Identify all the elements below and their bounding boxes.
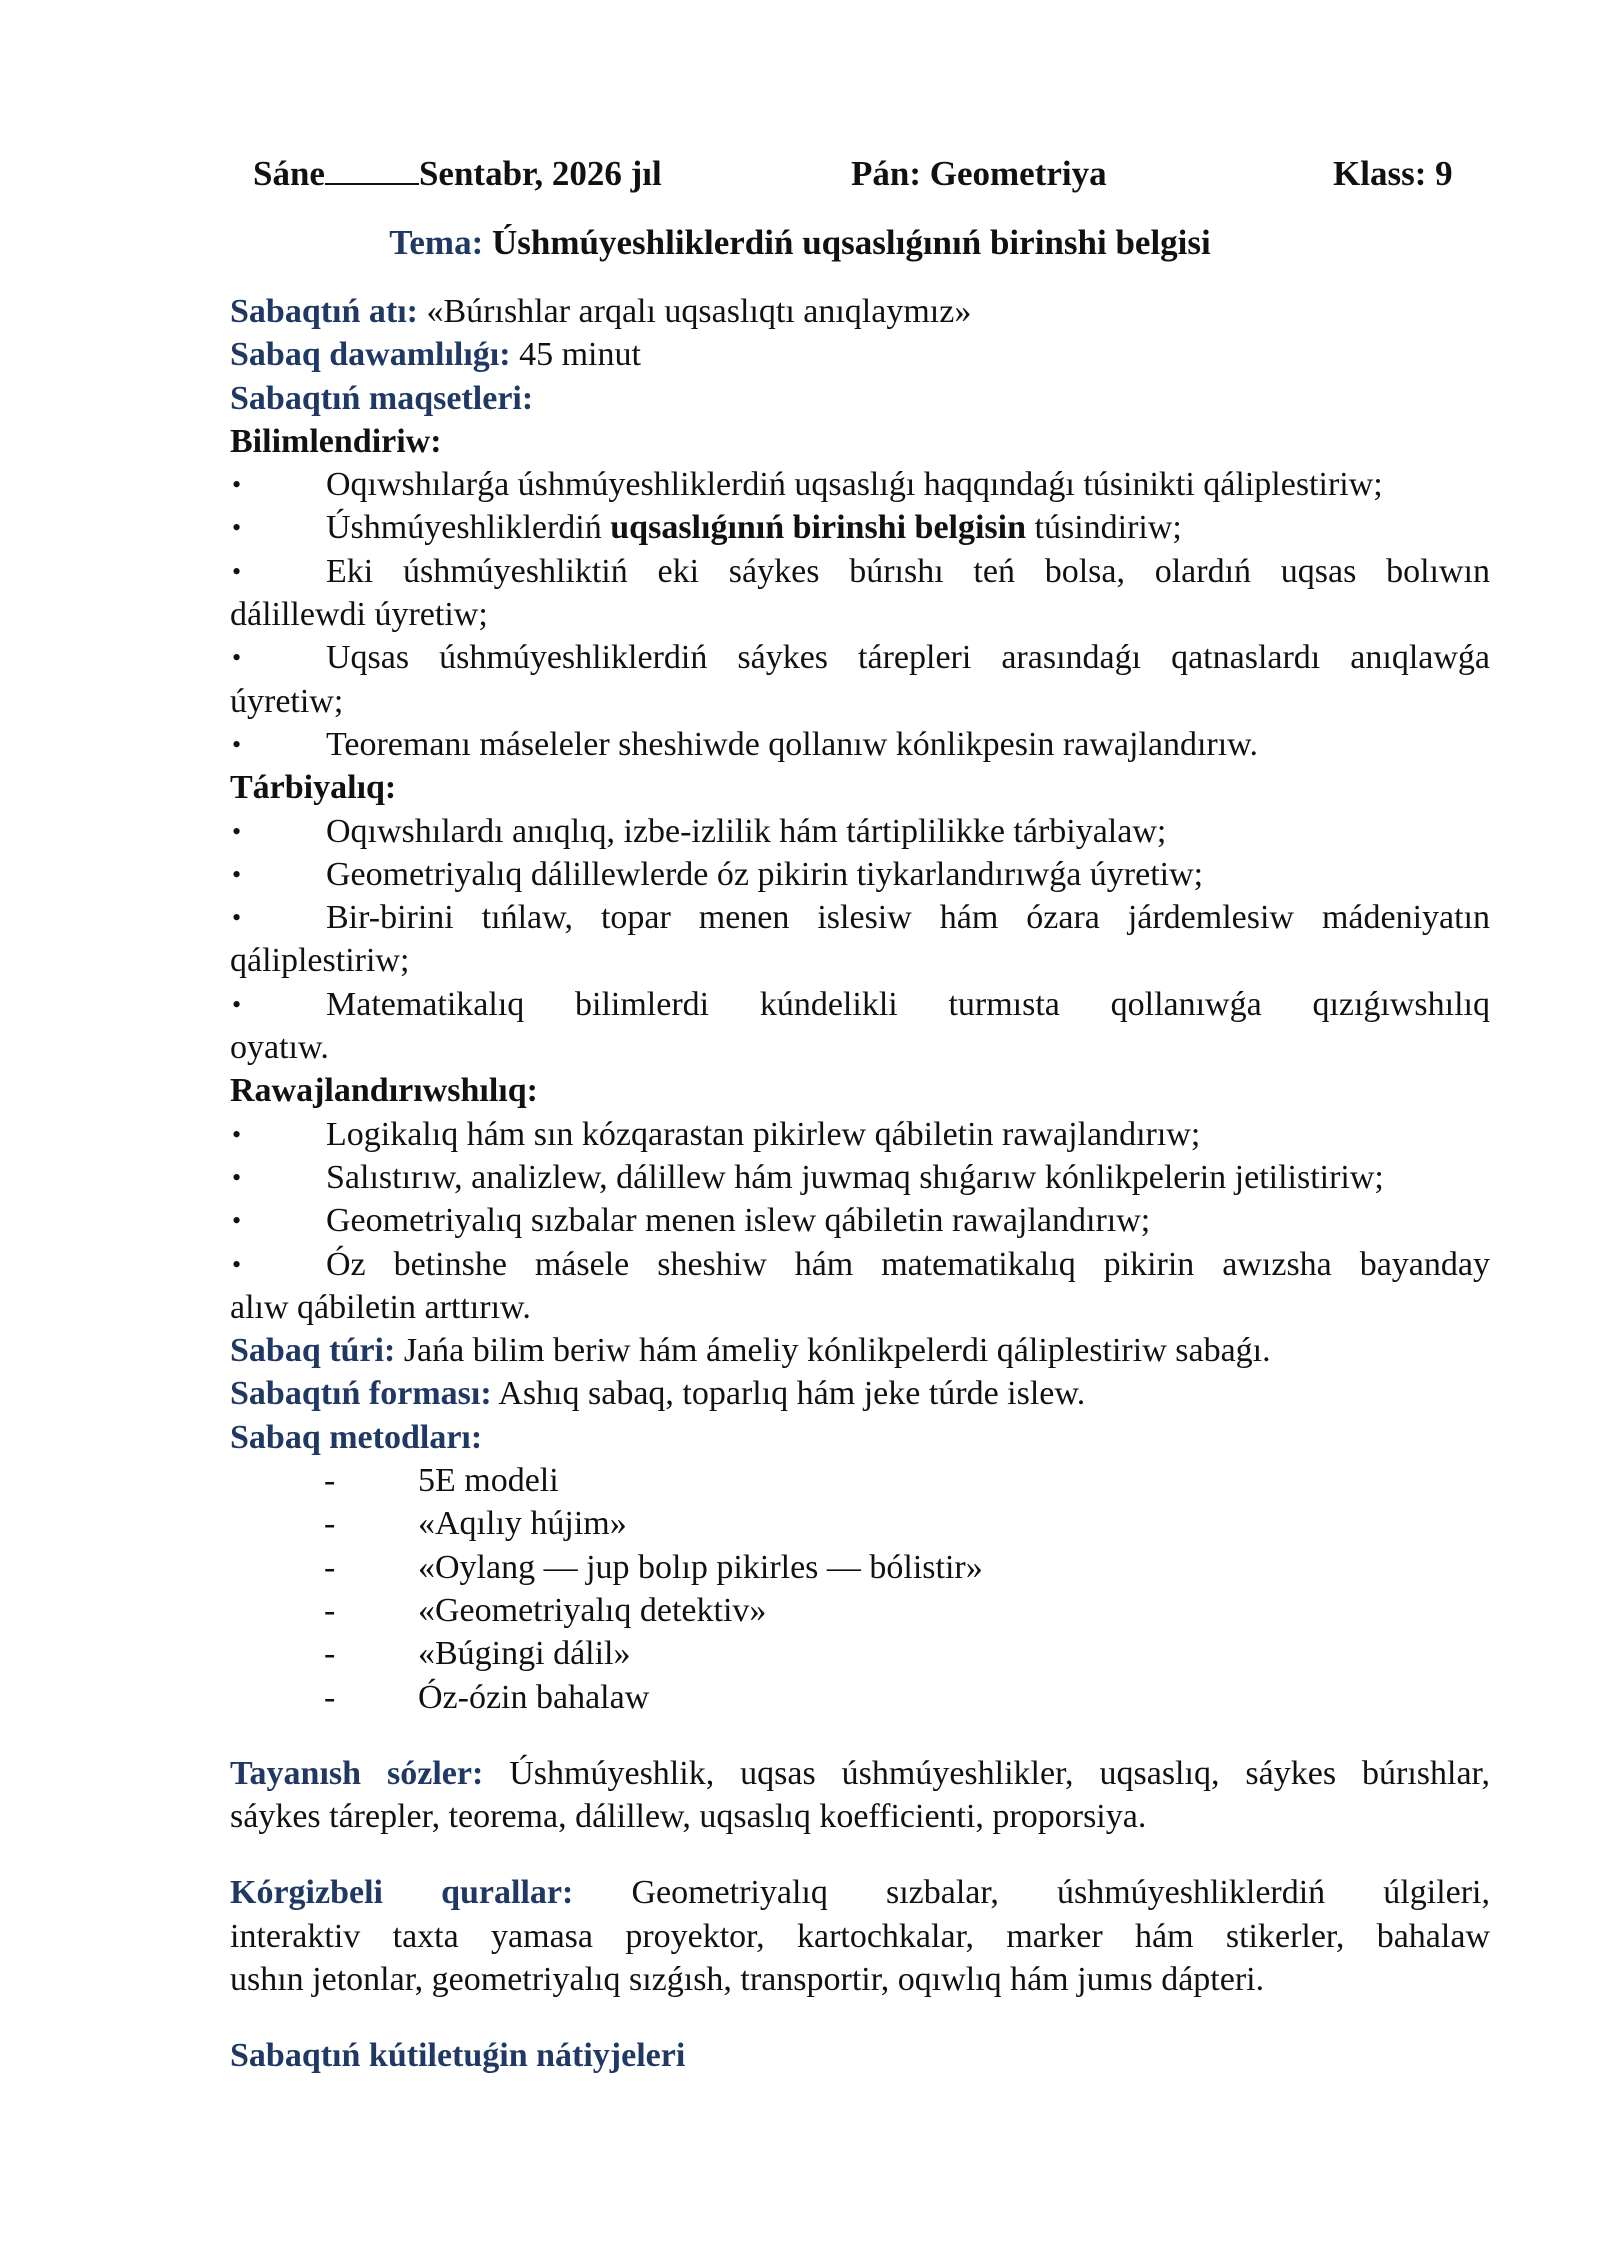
list-item: • Geometriyalıq dálillewlerde óz pikirin tiykarlandırıwǵa úyretiw; [230, 853, 1490, 896]
duration-value: 45 minut [519, 336, 641, 374]
lesson-name-value: «Búrıshlar arqalı uqsaslıqtı anıqlaymız» [426, 293, 972, 330]
date-label: Sáne [253, 154, 325, 193]
date-field [253, 152, 662, 196]
method-item: - «Aqılıy hújim» [324, 1505, 627, 1543]
expected-results-heading: Sabaqtıń kútiletuǵin nátiyjeleri [230, 2037, 686, 2075]
methods-heading: Sabaq metodları: [230, 1418, 483, 1456]
list-item: • Teoremanı máseleler sheshiwde qollanıw kónlikpesin rawajlandırıw. [230, 723, 1490, 766]
list-item: • Úshmúyeshliklerdiń uqsaslıǵınıń birinshi belgisin túsindiriw; [230, 506, 1490, 549]
theme-label: Tema: [389, 223, 484, 262]
lesson-form-label: Sabaqtıń forması: [230, 1375, 492, 1413]
method-item: - «Búgingi dálil» [324, 1635, 631, 1673]
educational-heading: Bilimlendiriw: [230, 422, 442, 460]
lesson-type-value: Jańa bilim beriw hám ámeliy kónlikpelerdi qáliplestiriw sabaǵı. [403, 1332, 1271, 1370]
emphasis-text: uqsaslıǵınıń birinshi belgisin [610, 509, 1027, 547]
date-blank-line [325, 153, 419, 185]
list-item: • Logikalıq hám sın kózqarastan pikirlew qábiletin rawajlandırıw; [230, 1113, 1490, 1156]
list-item: • Matematikalıq bilimlerdi kúndelikli turmısta qollanıwǵa qızıǵıwshılıq oyatıw. [230, 983, 1490, 1070]
lesson-type-row [230, 1329, 1490, 1372]
list-item: • Uqsas úshmúyeshliklerdiń sáykes tárepleri arasındaǵı qatnaslardı anıqlawǵa úyretiw; [230, 636, 1490, 723]
visual-aids-label: Kórgizbeli qurallar: [230, 1874, 574, 1912]
lesson-plan-body [230, 290, 1490, 2078]
lesson-type-label: Sabaq túri: [230, 1332, 396, 1370]
list-item: • Óz betinshe másele sheshiw hám matematikalıq pikirin awızsha bayanday alıw qábiletin arttırıw. [230, 1243, 1490, 1330]
list-item: • Eki úshmúyeshliktiń eki sáykes búrıshı teń bolsa, olardıń uqsas bolıwın dálillewdi úyretiw; [230, 550, 1490, 637]
method-item: - 5E modeli [324, 1462, 559, 1500]
lesson-name-label: Sabaqtıń atı: [230, 293, 418, 330]
lesson-form-value: Ashıq sabaq, toparlıq hám jeke túrde islew. [498, 1375, 1086, 1413]
upbringing-heading: Tárbiyalıq: [230, 769, 397, 807]
keywords-label: Tayanısh sózler: [230, 1754, 484, 1792]
duration-row [230, 333, 1490, 376]
list-item: • Bir-birini tıńlaw, topar menen islesiw hám ózara járdemlesiw mádeniyatın qáliplestiriw; [230, 896, 1490, 983]
list-item: • Oqıwshılardı anıqlıq, izbe-izlilik hám tártiplilikke tárbiyalaw; [230, 810, 1490, 853]
subject-field: Pán: Geometriya [851, 154, 1107, 193]
method-item: - «Oylang — jup bolıp pikirles — bólistir» [324, 1548, 983, 1586]
lesson-form-row [230, 1372, 1490, 1415]
visual-aids-paragraph: Kórgizbeli qurallar: Geometriyalıq sızbalar, úshmúyeshliklerdiń úlgileri, interaktiv taxta yamasa proyektor, kartochkalar, marker hám stikerler, bahalaw ushın jetonlar, geometriyalıq sızǵısh, transportir, oqıwlıq hám jumıs dápteri. [230, 1874, 1491, 1998]
method-item: - «Geometriyalıq detektiv» [324, 1591, 767, 1629]
duration-label: Sabaq dawamlılıǵı: [230, 336, 511, 374]
grade-field: Klass: 9 [1333, 154, 1453, 193]
keywords-paragraph: Tayanısh sózler: Úshmúyeshlik, uqsas úshmúyeshlikler, uqsaslıq, sáykes búrıshlar, sáykes tárepler, teorema, dálillew, uqsaslıq koefficienti, proporsiya. [230, 1754, 1491, 1836]
theme-title [0, 221, 1600, 265]
lesson-name-row [230, 290, 1490, 333]
list-item: • Geometriyalıq sızbalar menen islew qábiletin rawajlandırıw; [230, 1199, 1490, 1242]
list-item: • Salıstırıw, analizlew, dálillew hám juwmaq shıǵarıw kónlikpelerin jetilistiriw; [230, 1156, 1490, 1199]
theme-text: Úshmúyeshliklerdiń uqsaslıǵınıń birinshi belgisi [492, 223, 1211, 262]
goals-heading: Sabaqtıń maqsetleri: [230, 379, 534, 417]
list-item: • Oqıwshılarǵa úshmúyeshliklerdiń uqsaslıǵı haqqındaǵı túsinikti qáliplestiriw; [230, 463, 1490, 506]
developmental-heading: Rawajlandırıwshılıq: [230, 1072, 538, 1110]
date-value: Sentabr, 2026 jıl [418, 154, 662, 193]
method-item: - Óz-ózin bahalaw [324, 1678, 650, 1716]
